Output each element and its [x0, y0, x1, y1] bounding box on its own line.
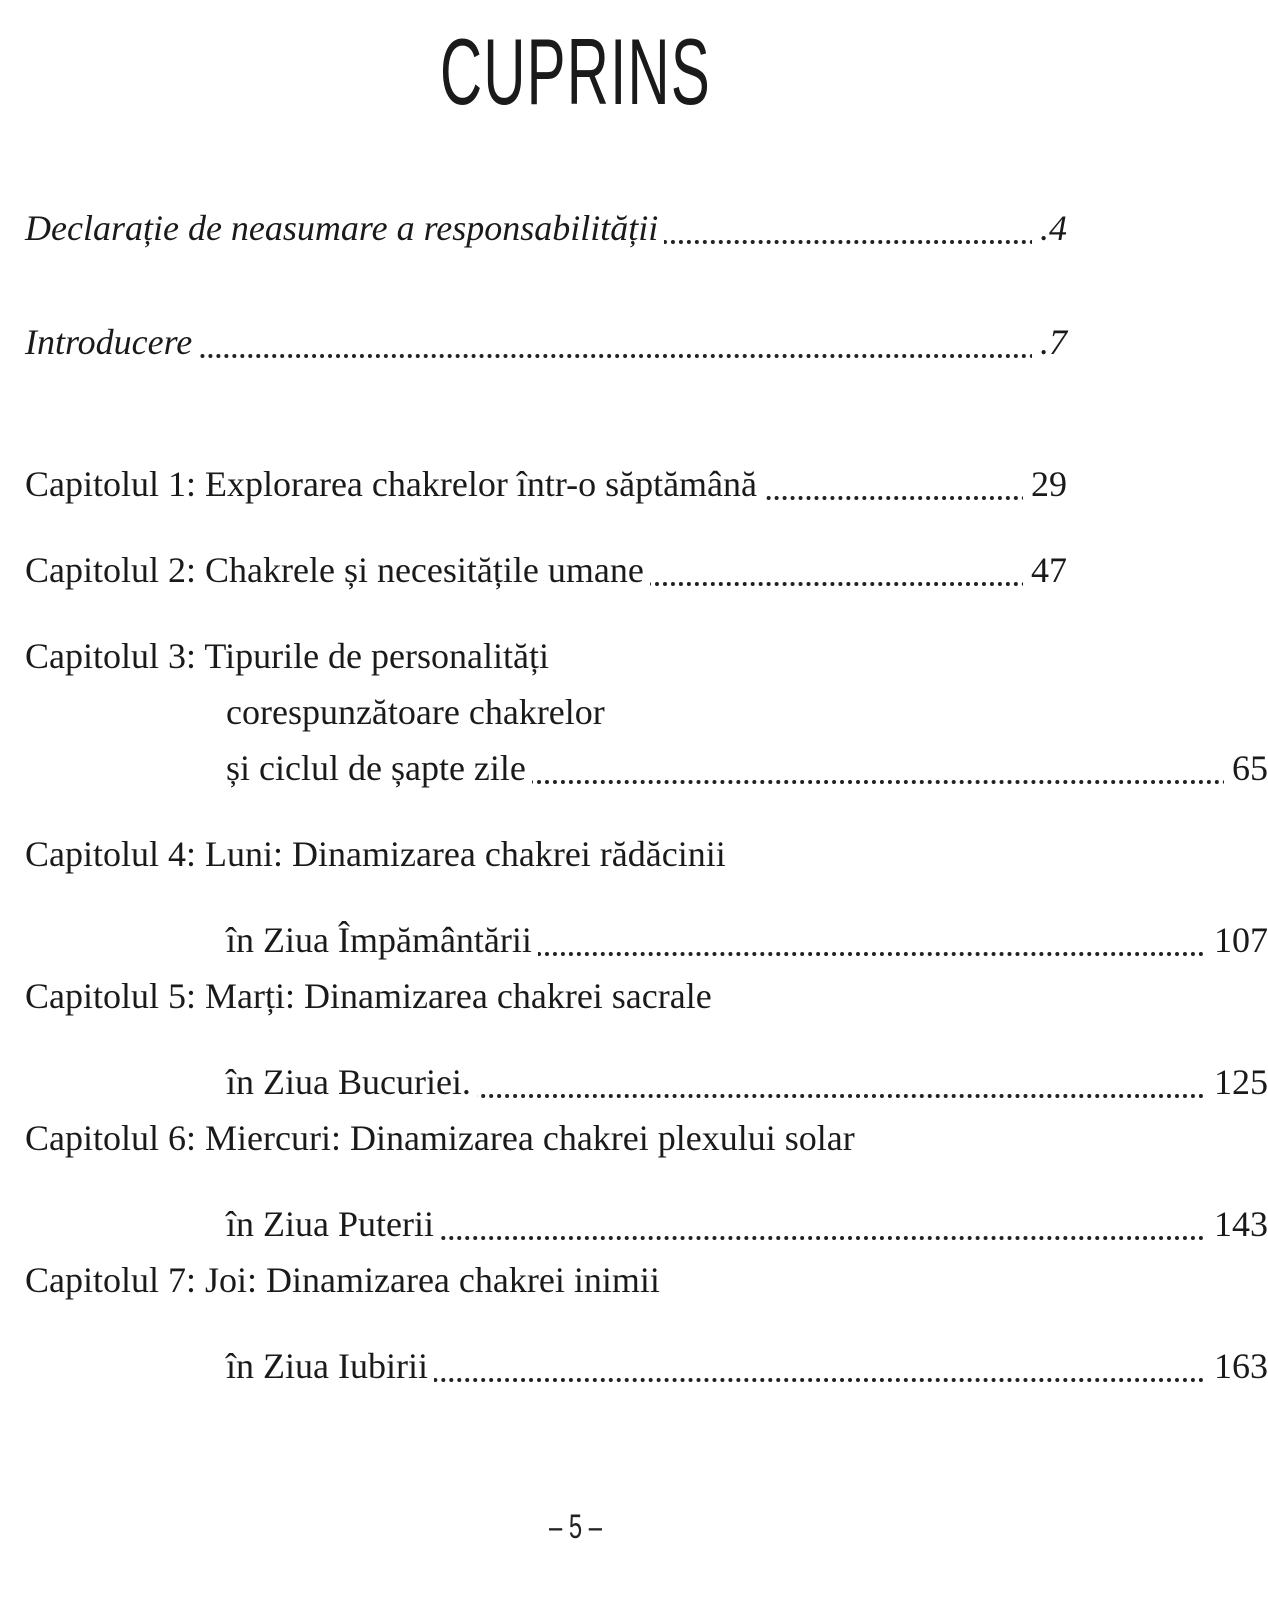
toc-entry-title: Declarație de neasumare a responsabilității: [25, 208, 664, 248]
toc-entry-chapter-7[interactable]: [25, 1252, 1268, 1394]
toc-entry-page: .7: [1032, 314, 1067, 370]
toc-entry-title-cont: în Ziua Împământării: [226, 920, 538, 960]
toc-entry-page: 163: [1206, 1338, 1268, 1394]
toc-entry-title: Capitolul 5: Marți: Dinamizarea chakrei sacrale: [25, 976, 718, 1016]
toc-entry-chapter-5[interactable]: [25, 968, 1268, 1110]
toc-entry-introduction[interactable]: [25, 314, 1067, 370]
toc-entry-title: Introducere: [25, 322, 198, 362]
toc-entry-chapter-1[interactable]: [25, 456, 1067, 512]
toc-entry-title-cont: în Ziua Bucuriei.: [226, 1062, 477, 1102]
toc-entry-title-cont: și ciclul de șapte zile: [226, 748, 532, 788]
toc-entry-chapter-4[interactable]: [25, 826, 1268, 968]
toc-entry-title-cont: în Ziua Puterii: [226, 1204, 440, 1244]
toc-entry-title: Capitolul 2: Chakrele și necesitățile umane: [25, 550, 650, 590]
toc-entry-chapter-3[interactable]: [25, 628, 1268, 796]
toc-entry-title-cont: corespunzătoare chakrelor: [226, 692, 611, 732]
page-number: – 5 –: [549, 1508, 602, 1546]
toc-entry-title-cont: în Ziua Iubirii: [226, 1346, 434, 1386]
toc-entry-title: Capitolul 6: Miercuri: Dinamizarea chakrei plexului solar: [25, 1118, 861, 1158]
toc-entry-page: 107: [1206, 912, 1268, 968]
toc-entry-page: 65: [1224, 740, 1268, 796]
toc-entry-chapter-6[interactable]: [25, 1110, 1268, 1252]
toc-entry-chapter-2[interactable]: [25, 542, 1067, 598]
toc-entry-page: .4: [1032, 200, 1067, 256]
toc-entry-page: 47: [1023, 542, 1067, 598]
toc-entry-title: Capitolul 7: Joi: Dinamizarea chakrei inimii: [25, 1260, 666, 1300]
toc-entry-title: Capitolul 4: Luni: Dinamizarea chakrei rădăcinii: [25, 834, 732, 874]
toc-entry-page: 143: [1206, 1196, 1268, 1252]
toc-entry-page: 125: [1206, 1054, 1268, 1110]
toc-entry-page: 29: [1023, 456, 1067, 512]
toc-entry-title: Capitolul 3: Tipurile de personalități: [25, 636, 555, 676]
toc-entry-title: Capitolul 1: Explorarea chakrelor într-o săptămână: [25, 464, 763, 504]
page-title: CUPRINS: [440, 19, 711, 124]
toc-entry-disclaimer[interactable]: [25, 200, 1067, 256]
